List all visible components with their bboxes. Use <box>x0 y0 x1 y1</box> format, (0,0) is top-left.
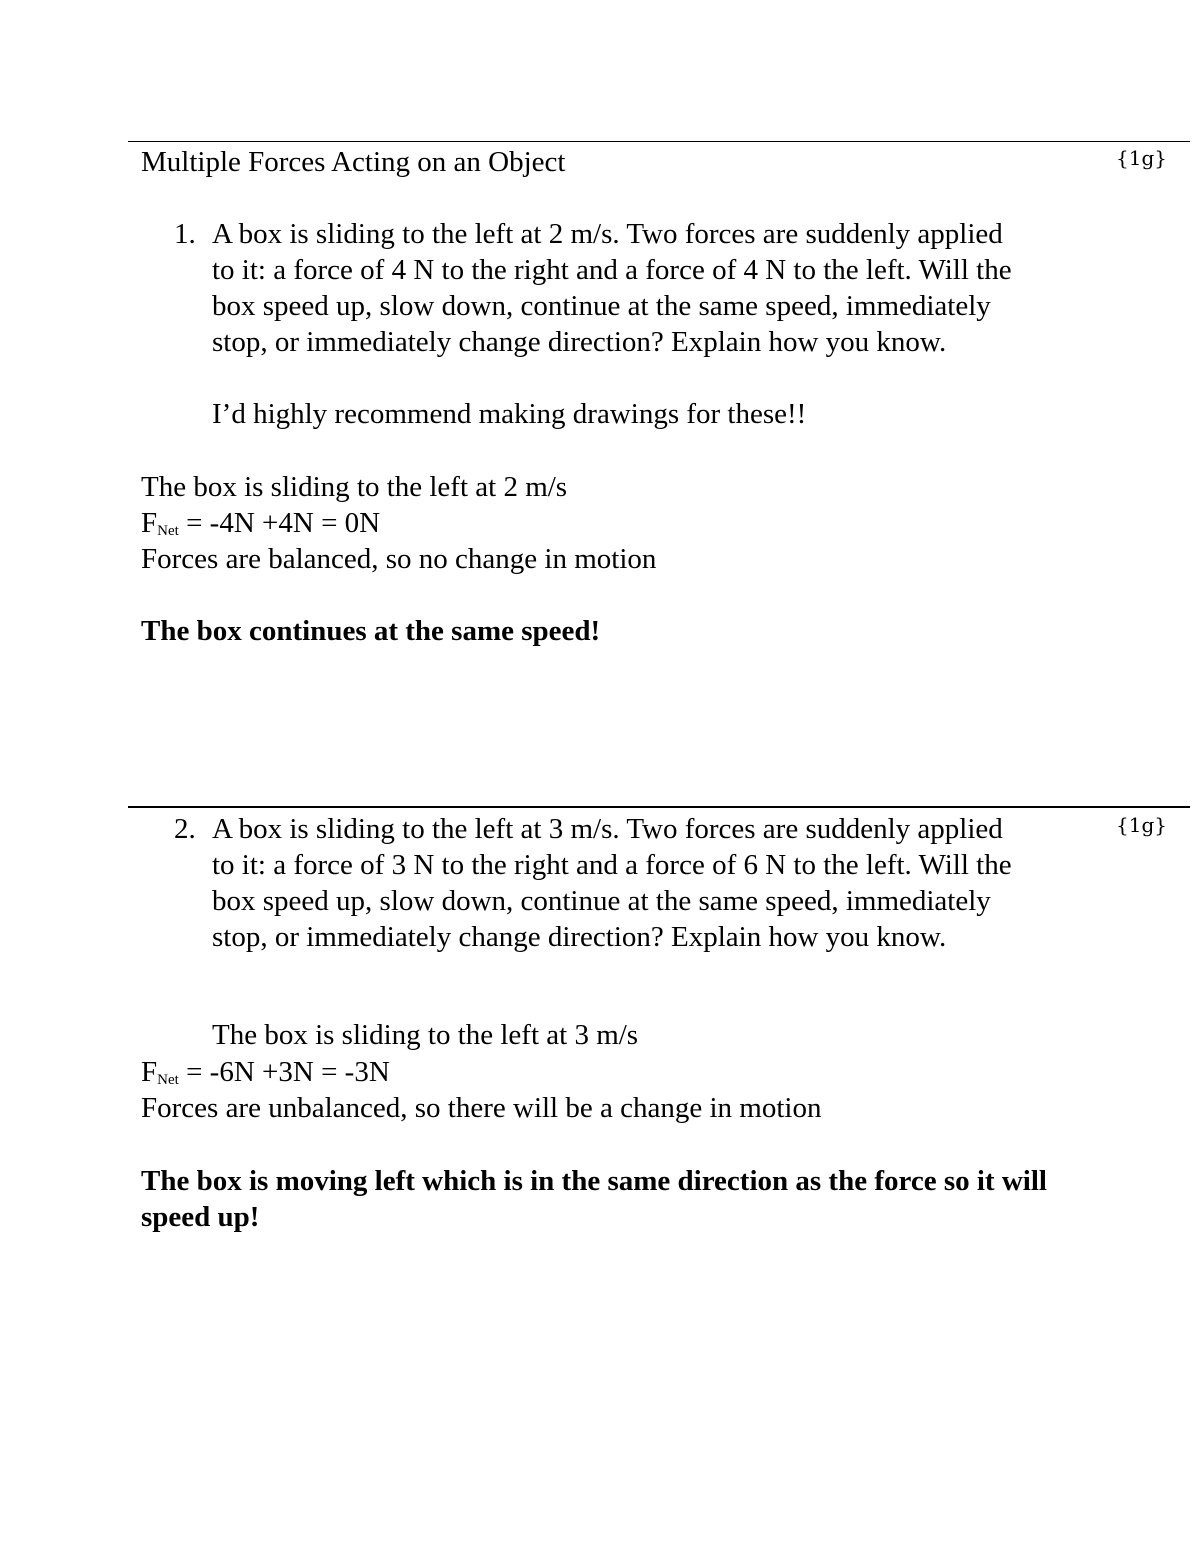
q1-answer-line-3: Forces are balanced, so no change in motion <box>141 543 657 575</box>
q1-line-1: A box is sliding to the left at 2 m/s. Two forces are suddenly applied <box>212 218 1003 250</box>
q2-line-2: to it: a force of 3 N to the right and a force of 6 N to the left. Will the <box>212 849 1012 881</box>
q1-f-subscript: Net <box>157 523 179 539</box>
q2-line-4: stop, or immediately change direction? Explain how you know. <box>212 921 947 953</box>
q1-line-4: stop, or immediately change direction? Explain how you know. <box>212 326 947 358</box>
q2-line-3: box speed up, slow down, continue at the same speed, immediately <box>212 885 991 917</box>
q2-f-symbol: F <box>141 1056 158 1088</box>
q1-f-symbol: F <box>141 507 158 539</box>
q1-answer-line-1: The box is sliding to the left at 2 m/s <box>141 471 568 503</box>
q1-line-2: to it: a force of 4 N to the right and a force of 4 N to the left. Will the <box>212 254 1012 286</box>
section-divider-top <box>128 141 1190 142</box>
q2-conclusion: The box is moving left which is in the same direction as the force so it will speed up! <box>141 1165 1047 1233</box>
q2-f-subscript: Net <box>157 1072 179 1088</box>
q2-mark: {1g} <box>1116 813 1167 837</box>
q2-line-1: A box is sliding to the left at 3 m/s. Two forces are suddenly applied <box>212 813 1003 845</box>
q2-f-equation: = -6N +3N = -3N <box>178 1056 390 1088</box>
section-divider-middle <box>128 806 1190 808</box>
worksheet-title: Multiple Forces Acting on an Object <box>141 146 566 178</box>
q1-answer-fnet <box>141 505 380 541</box>
q2-answer-line-1: The box is sliding to the left at 3 m/s <box>212 1019 639 1051</box>
q2-answer-fnet <box>141 1054 390 1090</box>
q1-f-equation: = -4N +4N = 0N <box>178 507 381 539</box>
q1-number: 1. <box>174 218 196 250</box>
q1-conclusion: The box continues at the same speed! <box>141 615 601 647</box>
q1-line-3: box speed up, slow down, continue at the same speed, immediately <box>212 290 991 322</box>
q1-tip: I’d highly recommend making drawings for these!! <box>212 398 807 430</box>
q1-mark: {1g} <box>1116 146 1167 170</box>
q2-number: 2. <box>174 813 196 845</box>
q2-answer-line-3: Forces are unbalanced, so there will be a change in motion <box>141 1092 822 1124</box>
